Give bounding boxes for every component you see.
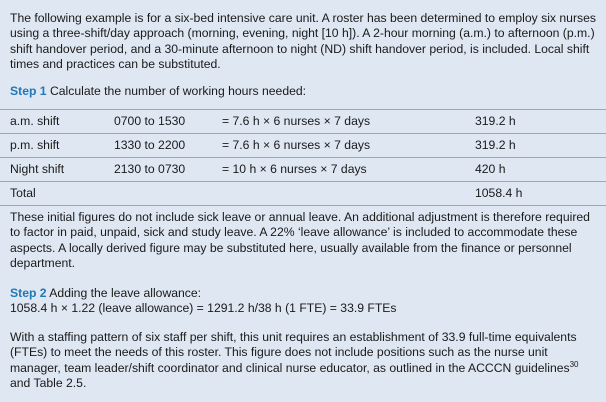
step-2-text: Adding the leave allowance: (46, 286, 202, 300)
intro-paragraph: The following example is for a six-bed intensive care unit. A roster has been determined to employ six nurses using a three-shift/day approach (morning, evening, night [10 h]). A 2-hour morning (a.m.) to afternoon (p.m.) shift handover period, and a 30-minute afternoon to night (ND) shift handover period, is included. Local shift times and practices can be substituted. (10, 11, 596, 72)
shift-name-cell: a.m. shift (10, 113, 60, 128)
shift-times-cell: 0700 to 1530 (114, 113, 186, 128)
staffing-paragraph (10, 330, 600, 392)
leave-calculation: 1058.4 h × 1.22 (leave allowance) = 1291.2 h/38 h (1 FTE) = 33.9 FTEs (10, 301, 397, 316)
shift-hours-cell: 319.2 h (475, 137, 516, 152)
table-row (0, 158, 606, 182)
total-label-cell: Total (10, 185, 36, 200)
step-1-label: Step 1 (10, 84, 47, 98)
shift-hours-cell: 420 h (475, 161, 506, 176)
table-row (0, 110, 606, 134)
table-row (0, 134, 606, 158)
staffing-text: With a staffing pattern of six staff per shift, this unit requires an establishment of 33.9 full-time equivalents (FTEs) to meet the needs of this roster. This figure does not include positions such as the nurse unit manager, team leader/shift coordinator and clinical nurse educator, as outlined in the ACCCN guidelines (10, 330, 577, 375)
total-hours-cell: 1058.4 h (475, 185, 523, 200)
empty-cell (222, 182, 475, 206)
step-1-text: Calculate the number of working hours needed: (46, 84, 307, 98)
shift-hours-cell: 319.2 h (475, 113, 516, 128)
shift-formula-cell: = 10 h × 6 nurses × 7 days (222, 161, 367, 176)
shift-formula-cell: = 7.6 h × 6 nurses × 7 days (222, 137, 371, 152)
leave-paragraph: These initial figures do not include sick leave or annual leave. An additional adjustment is therefore required to factor in paid, unpaid, sick and study leave. A 22% ‘leave allowance’ is included to accommodate these aspects. A locally derived figure may be substituted here, usually available from the finance or personnel department. (10, 210, 590, 271)
step-2-block (10, 286, 600, 317)
step-1-heading (10, 84, 600, 99)
shift-hours-table (0, 109, 606, 206)
step-2-label: Step 2 (10, 286, 47, 300)
table-row (0, 182, 606, 206)
shift-name-cell: p.m. shift (10, 137, 60, 152)
empty-cell (114, 182, 222, 206)
shift-times-cell: 1330 to 2200 (114, 137, 186, 152)
shift-name-cell: Night shift (10, 161, 65, 176)
reference-number: 30 (569, 359, 579, 369)
shift-times-cell: 2130 to 0730 (114, 161, 186, 176)
staffing-tail: and Table 2.5. (10, 376, 87, 391)
shift-formula-cell: = 7.6 h × 6 nurses × 7 days (222, 113, 371, 128)
